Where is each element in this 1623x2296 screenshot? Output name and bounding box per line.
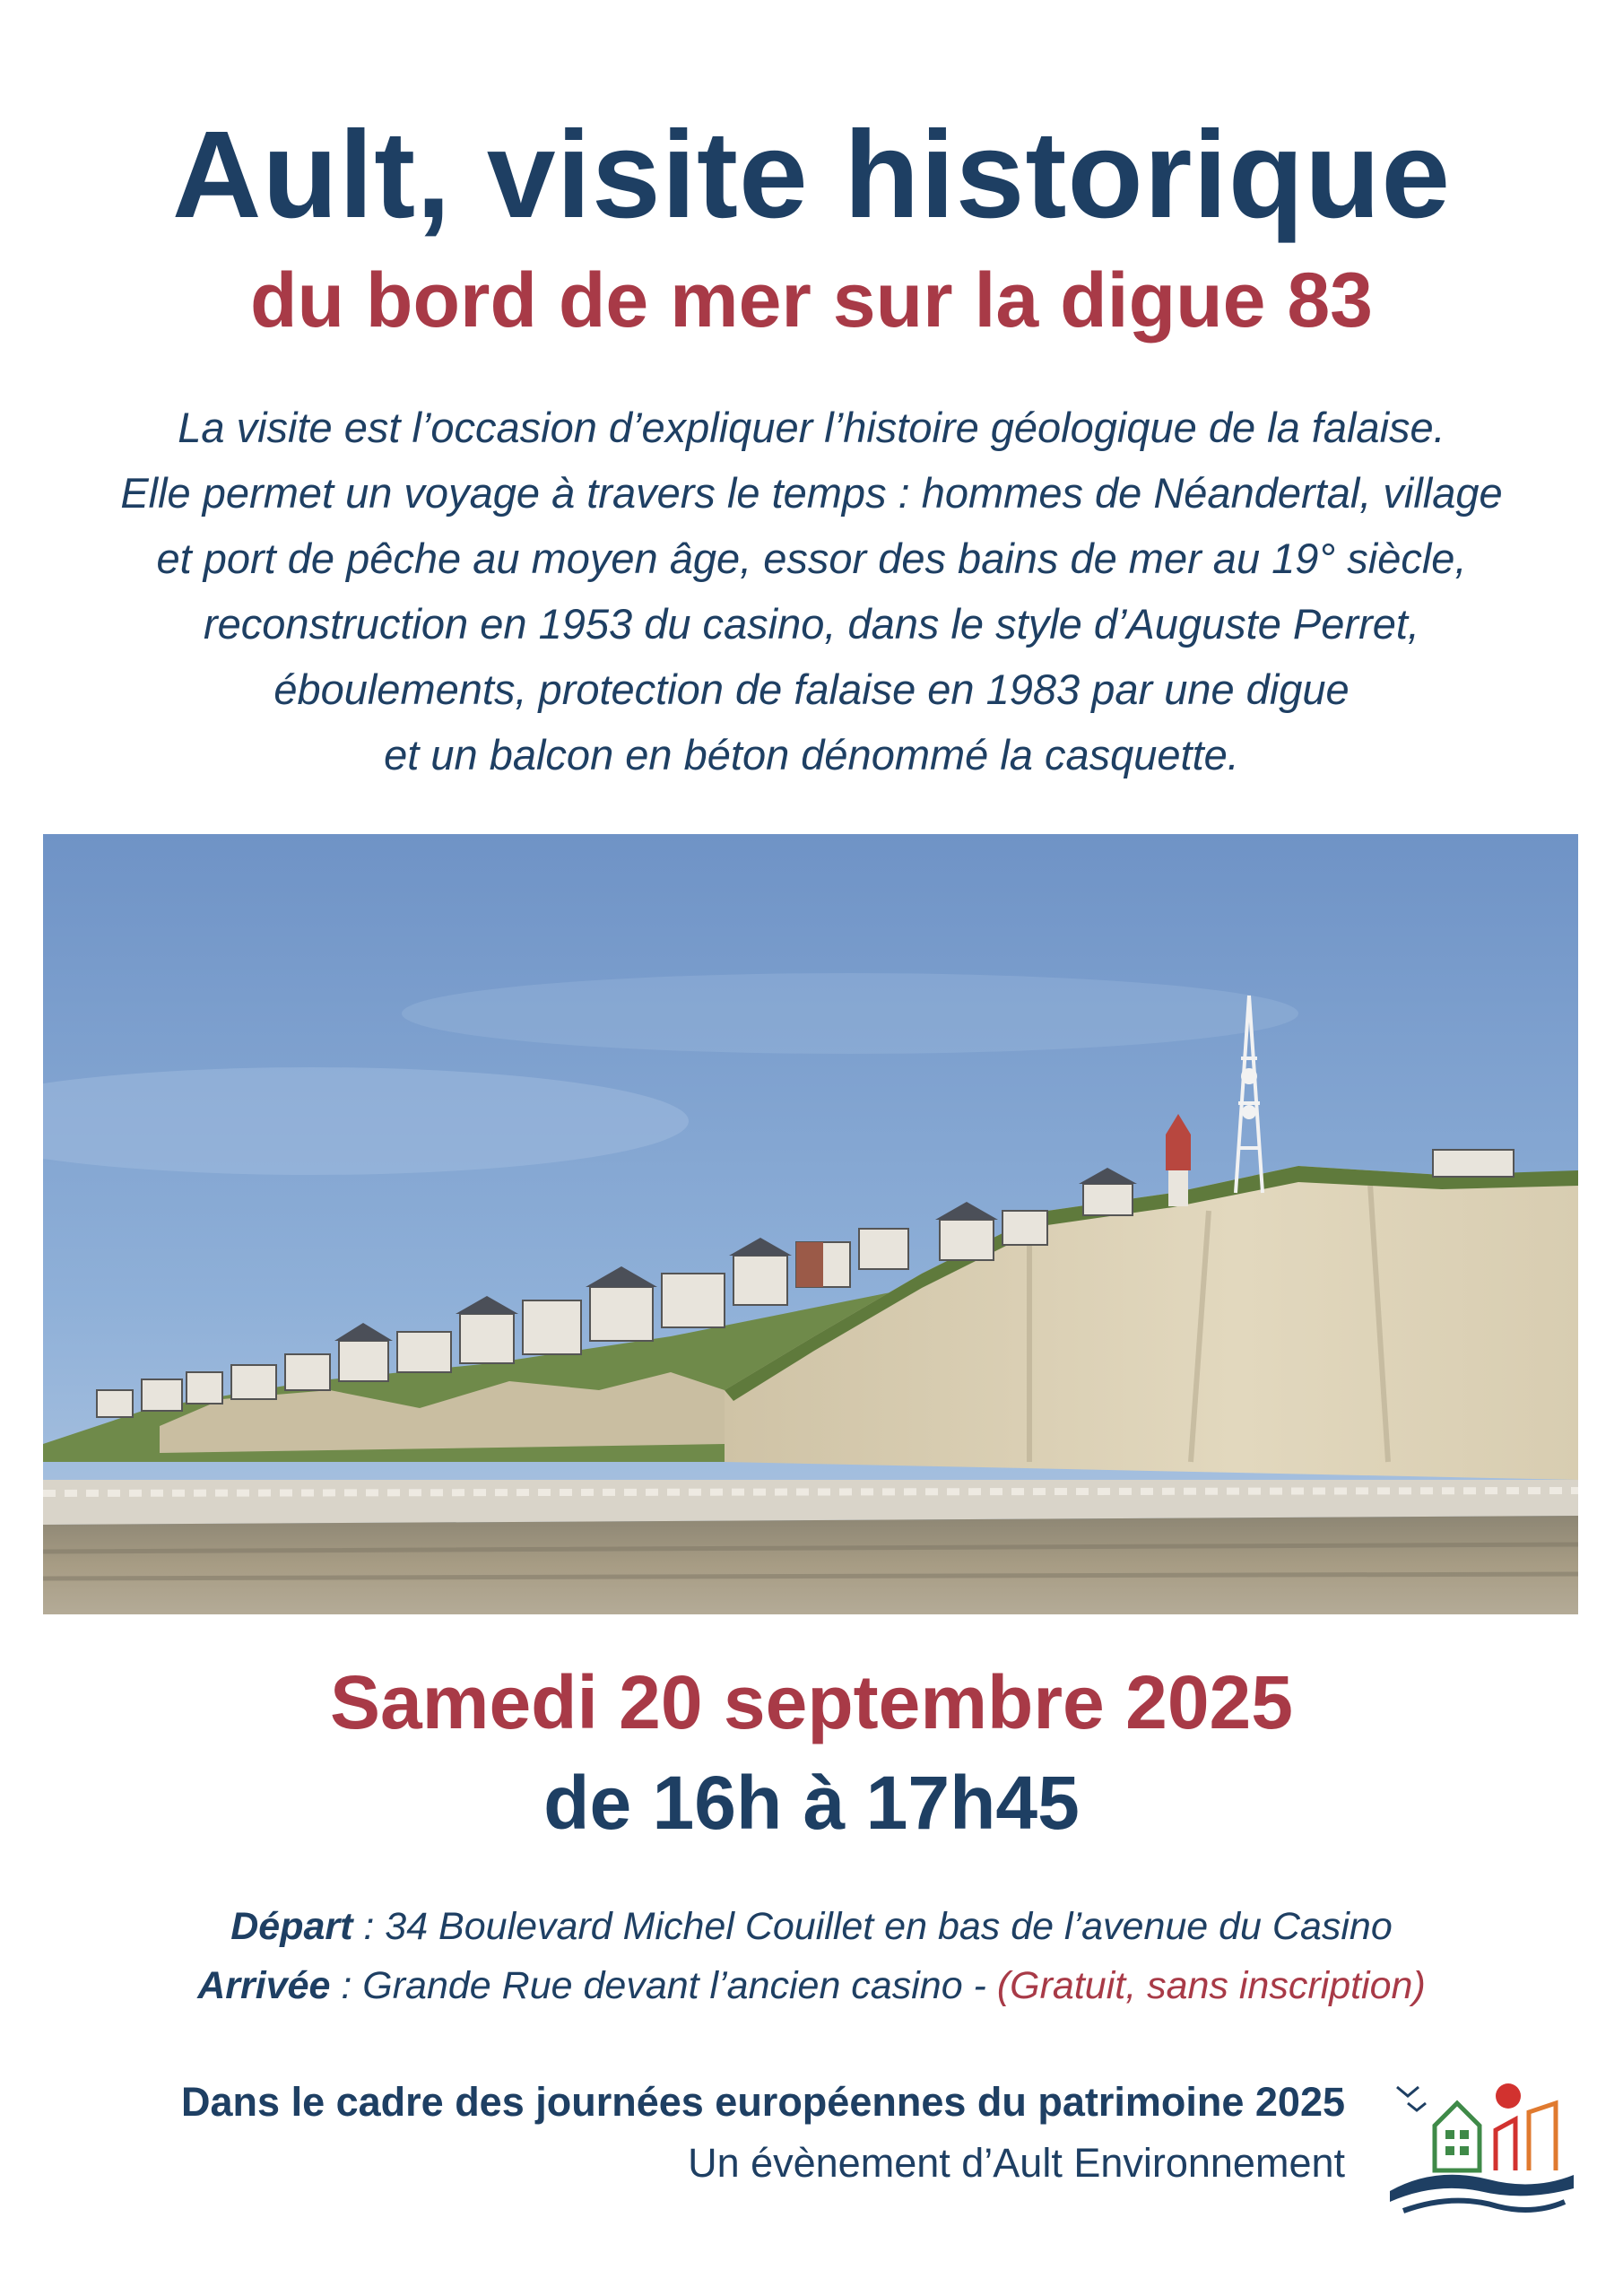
departure-text: : 34 Boulevard Michel Couillet en bas de l’avenue du Casino <box>352 1905 1393 1948</box>
intro-line: et port de pêche au moyen âge, essor des bains de mer au 19° siècle, <box>156 535 1467 582</box>
event-date: Samedi 20 septembre 2025 <box>330 1660 1293 1744</box>
departure-label: Départ <box>230 1905 353 1948</box>
arrival-label: Arrivée <box>197 1964 331 2007</box>
arrival-line <box>0 1956 1623 2015</box>
footer <box>181 2072 1345 2194</box>
organizer-line: Un évènement d’Ault Environnement <box>688 2140 1345 2186</box>
page-title: Ault, visite historique <box>171 106 1452 244</box>
intro-line: Elle permet un voyage à travers le temps : hommes de Néandertal, village <box>120 469 1503 517</box>
intro-line: et un balcon en béton dénommé la casquette. <box>384 731 1239 778</box>
ault-environnement-logo <box>1381 2076 1583 2224</box>
event-time: de 16h à 17h45 <box>543 1761 1080 1845</box>
intro-line: éboulements, protection de falaise en 1983 par une digue <box>273 665 1350 713</box>
arrival-text: : Grande Rue devant l’ancien casino - <box>330 1964 997 2007</box>
intro-line: La visite est l’occasion d’expliquer l’histoire géologique de la falaise. <box>178 404 1445 451</box>
intro-line: reconstruction en 1953 du casino, dans le style d’Auguste Perret, <box>204 600 1419 648</box>
free-entry-note: (Gratuit, sans inscription) <box>996 1964 1426 2007</box>
page-subtitle: du bord de mer sur la digue 83 <box>249 257 1374 344</box>
cliff-seaside-photo <box>43 834 1578 1614</box>
intro-paragraph <box>54 395 1569 787</box>
departure-line <box>0 1897 1623 1956</box>
heritage-days-line: Dans le cadre des journées européennes du patrimoine 2025 <box>181 2079 1345 2125</box>
itinerary <box>0 1897 1623 2015</box>
